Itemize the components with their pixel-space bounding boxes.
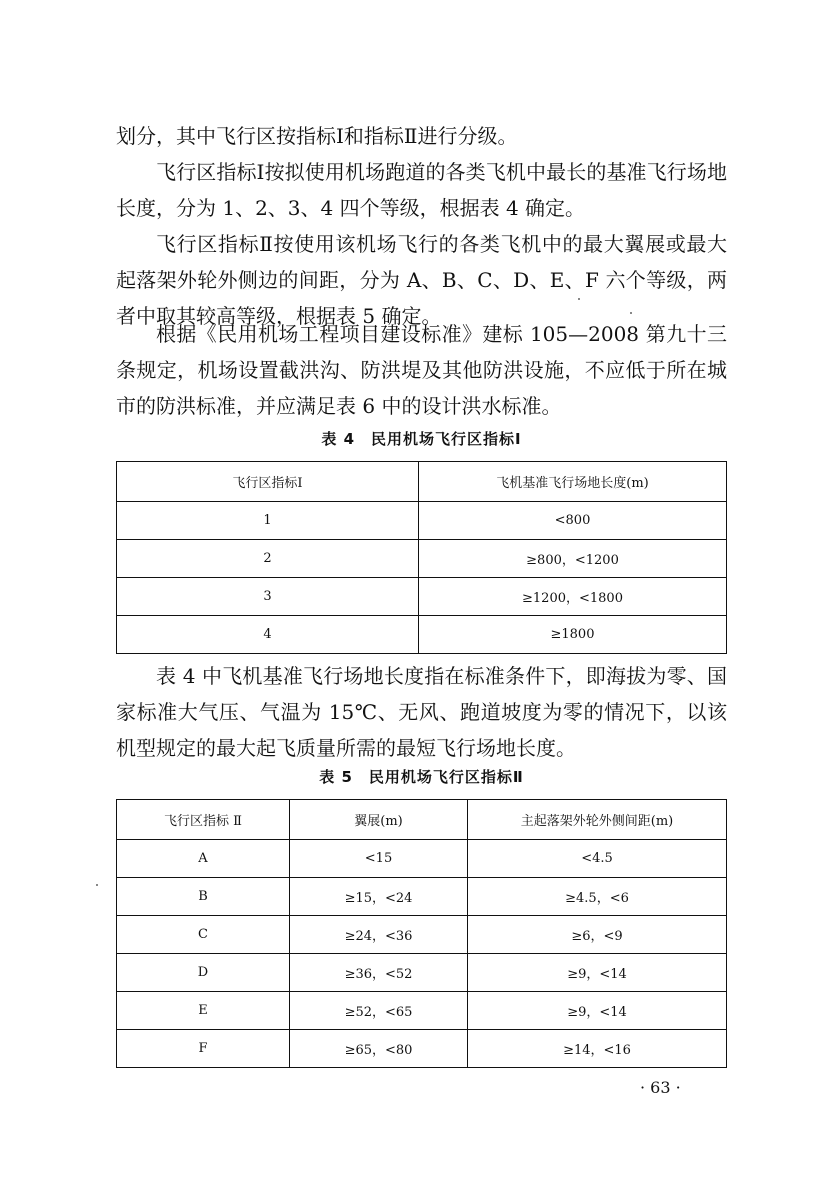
paragraph-3: 飞行区指标Ⅱ按使用该机场飞行的各类飞机中的最大翼展或最大起落架外轮外侧边的间距，分为 A、B、C、D、E、F 六个等级，两者中取其较高等级，根据表 5 确定。: [116, 232, 727, 328]
table4-cell: 2: [117, 540, 419, 578]
table5-header-cell: 飞行区指标 Ⅱ: [117, 800, 290, 840]
table5-cell: A: [117, 840, 290, 878]
table5-header-cell: 主起落架外轮外侧间距(m): [468, 800, 727, 840]
table4-header-cell: 飞行区指标Ⅰ: [117, 462, 419, 502]
table4-header-row: [117, 462, 727, 502]
table-row: [117, 502, 727, 540]
table4-header-cell: 飞机基准飞行场地长度(m): [419, 462, 727, 502]
table4-cell: ≥800，<1200: [419, 540, 727, 578]
paragraph-5: 表 4 中飞机基准飞行场地长度指在标准条件下，即海拔为零、国家标准大气压、气温为 15℃、无风、跑道坡度为零的情况下，以该机型规定的最大起飞质量所需的最短飞行场地长度。: [116, 664, 727, 760]
table4-cell: 1: [117, 502, 419, 540]
table5-cell: ≥24，<36: [290, 916, 468, 954]
table5-cell: F: [117, 1030, 290, 1068]
table-row: [117, 540, 727, 578]
table5-cell: <4.5: [468, 840, 727, 878]
scan-speck: [630, 312, 632, 314]
table5-cell: E: [117, 992, 290, 1030]
scan-speck: [578, 298, 580, 300]
table-row: [117, 1030, 727, 1068]
table5-cell: ≥15，<24: [290, 878, 468, 916]
table5-cell: D: [117, 954, 290, 992]
table5-caption: 表 5 民用机场飞行区指标Ⅱ: [319, 768, 524, 786]
table5-cell: ≥14，<16: [468, 1030, 727, 1068]
table5-header-cell: 翼展(m): [290, 800, 468, 840]
table5-cell: <15: [290, 840, 468, 878]
paragraph-2: 飞行区指标Ⅰ按拟使用机场跑道的各类飞机中最长的基准飞行场地长度，分为 1、2、3、4 四个等级，根据表 4 确定。: [116, 160, 727, 220]
table5-cell: C: [117, 916, 290, 954]
table5-cell: ≥4.5，<6: [468, 878, 727, 916]
table-row: [117, 992, 727, 1030]
table-row: [117, 878, 727, 916]
scan-speck: [96, 884, 98, 886]
table5-cell: ≥36，<52: [290, 954, 468, 992]
paragraph-4: 根据《民用机场工程项目建设标准》建标 105—2008 第九十三条规定，机场设置截洪沟、防洪堤及其他防洪设施，不应低于所在城市的防洪标准，并应满足表 6 中的设计洪水标准。: [116, 322, 727, 418]
table4-cell: ≥1200，<1800: [419, 578, 727, 616]
table5-cell: ≥52，<65: [290, 992, 468, 1030]
page-number: · 63 ·: [640, 1078, 681, 1097]
table-row: [117, 616, 727, 654]
table5-cell: B: [117, 878, 290, 916]
table-row: [117, 954, 727, 992]
table4-cell: ≥1800: [419, 616, 727, 654]
table4-caption: 表 4 民用机场飞行区指标Ⅰ: [321, 430, 522, 448]
table-row: [117, 840, 727, 878]
table4-cell: 4: [117, 616, 419, 654]
table5: [116, 799, 727, 1068]
table5-cell: ≥9，<14: [468, 992, 727, 1030]
table5-cell: ≥65，<80: [290, 1030, 468, 1068]
table5-cell: ≥6，<9: [468, 916, 727, 954]
table4-cell: <800: [419, 502, 727, 540]
table-row: [117, 916, 727, 954]
table-row: [117, 578, 727, 616]
table4-cell: 3: [117, 578, 419, 616]
paragraph-1: 划分，其中飞行区按指标Ⅰ和指标Ⅱ进行分级。: [116, 124, 518, 148]
table5-cell: ≥9，<14: [468, 954, 727, 992]
table5-header-row: [117, 800, 727, 840]
table4: [116, 461, 727, 654]
